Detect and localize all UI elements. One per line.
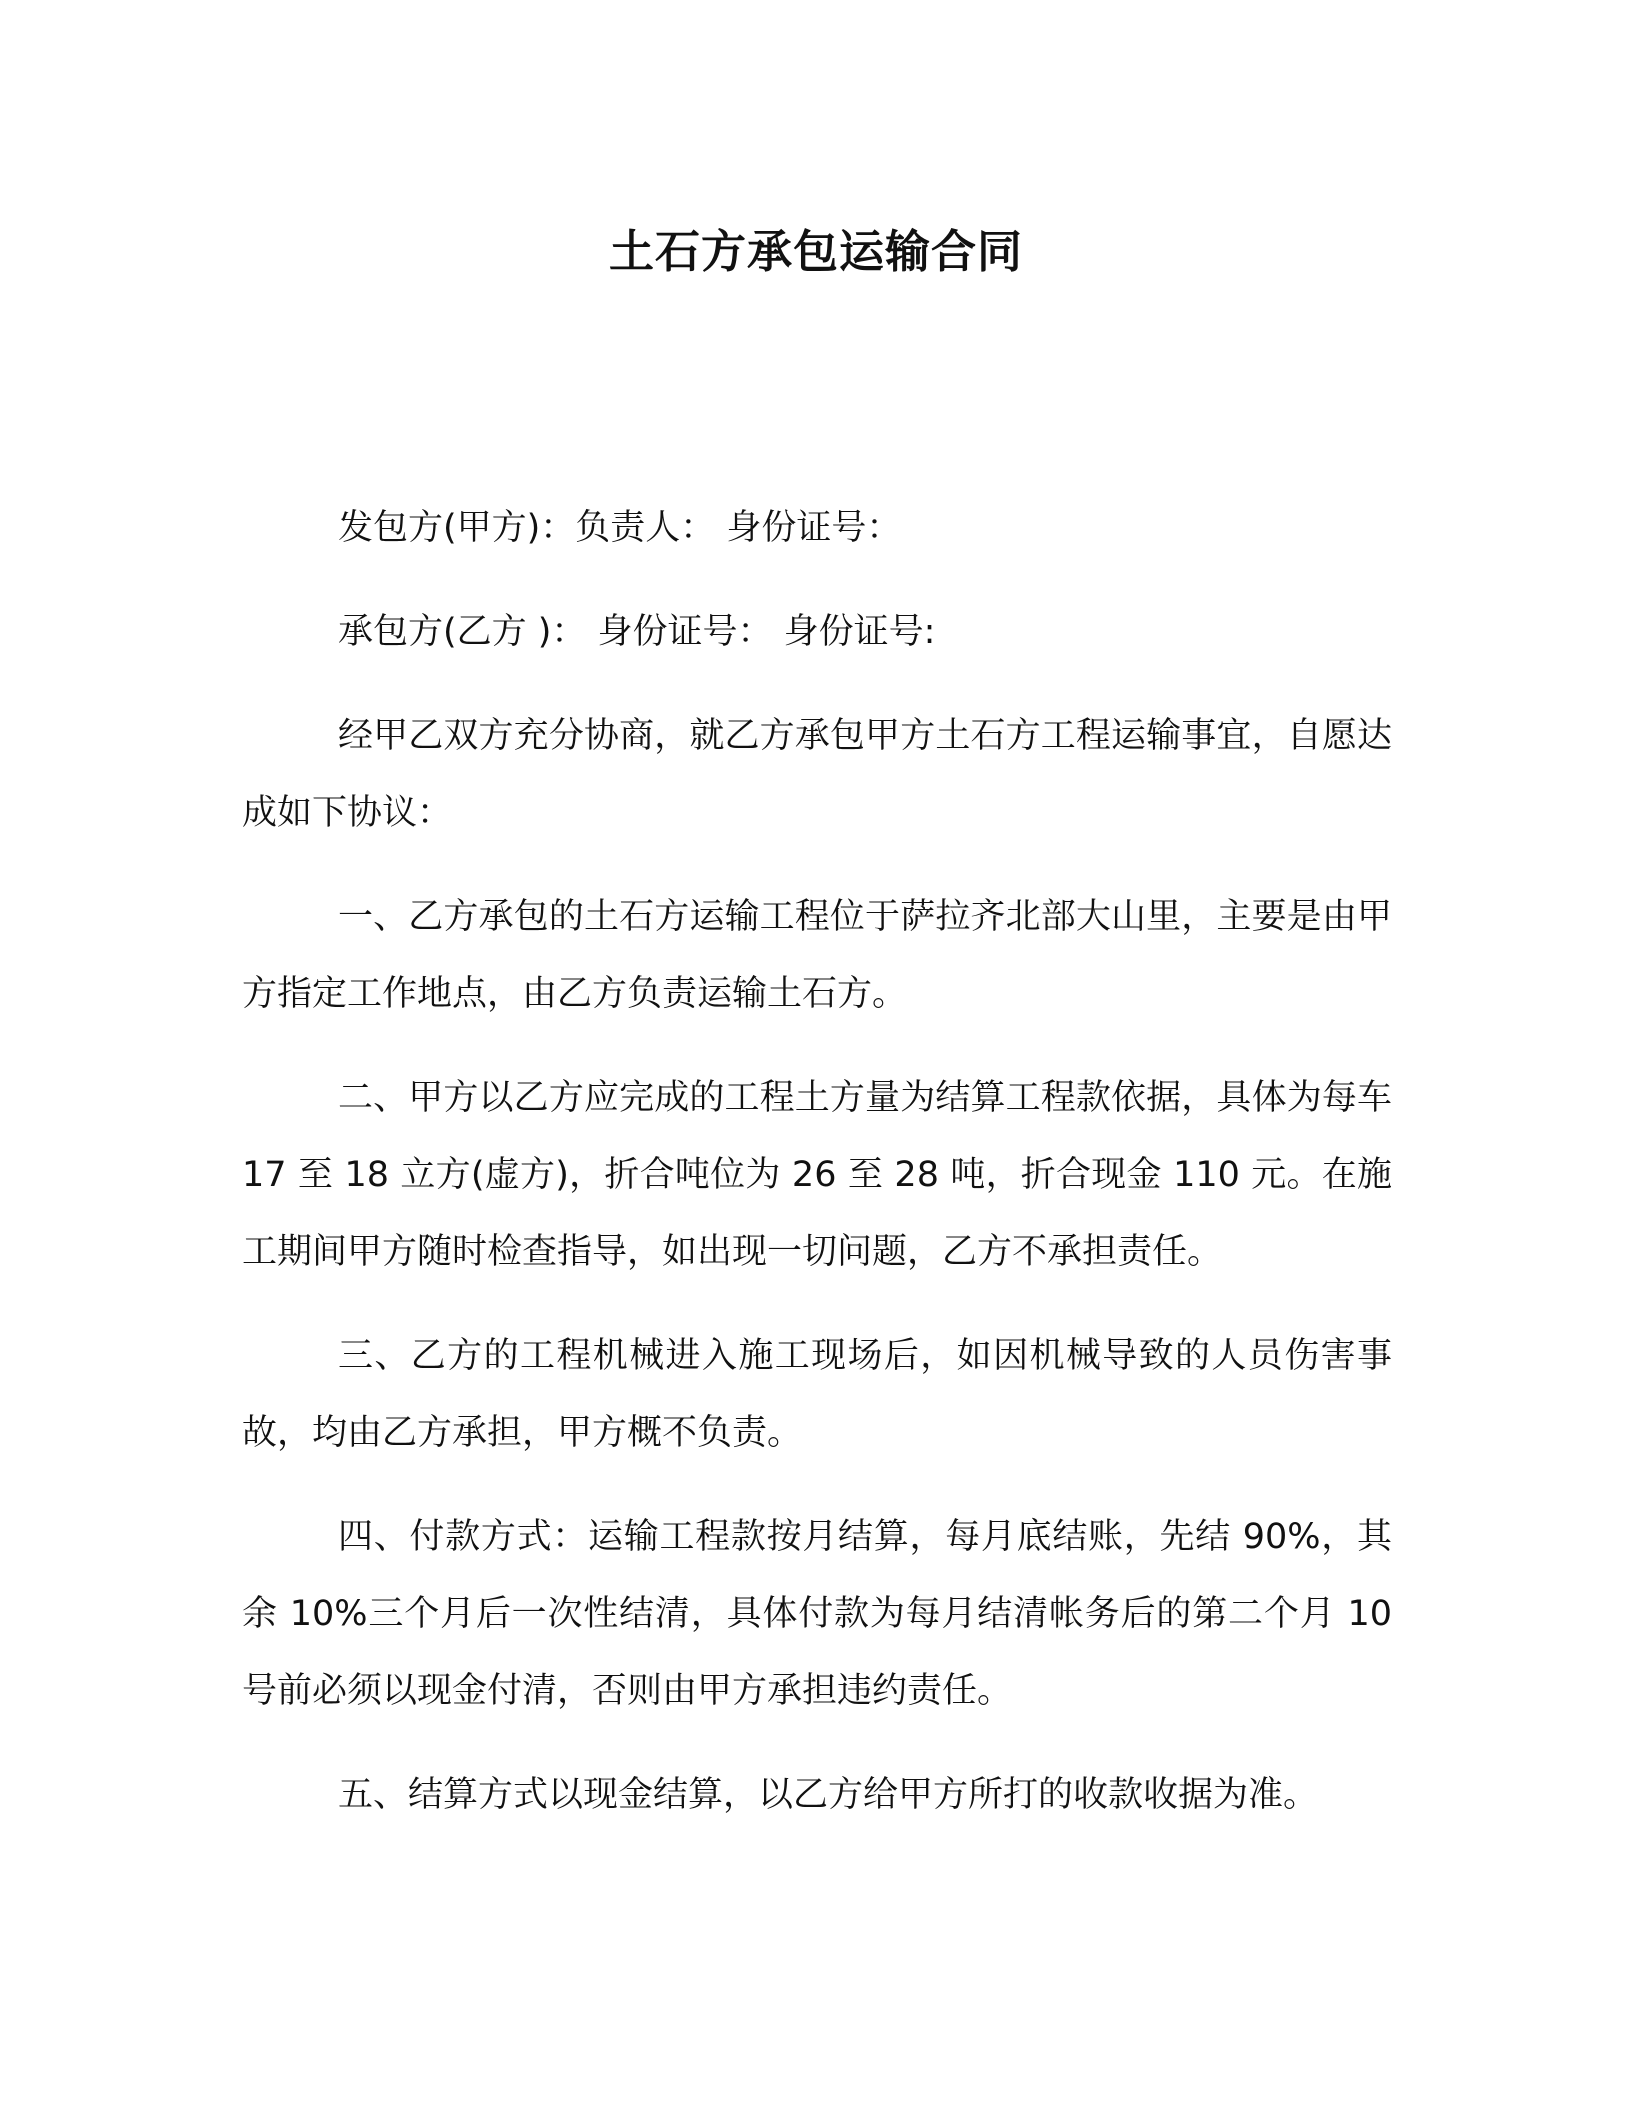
document-title: 土石方承包运输合同 [608,225,1023,278]
document-body [242,490,1392,1861]
party-a-line: 发包方(甲方)：负责人： 身份证号： [338,508,902,548]
party-b-line: 承包方(乙方 )： 身份证号： 身份证号: [338,612,936,652]
clause-4: 四、付款方式：运输工程款按月结算，每月底结账，先结 90%，其余 10%三个月后一次性结清，具体付款为每月结清帐务后的第二个月 10 号前必须以现金付清，否则由甲方承担违约责任。 [242,1517,1392,1711]
preamble-paragraph: 经甲乙双方充分协商，就乙方承包甲方土石方工程运输事宜，自愿达成如下协议： [242,716,1392,833]
clause-2: 二、甲方以乙方应完成的工程土方量为结算工程款依据，具体为每车 17 至 18 立方(虚方)，折合吨位为 26 至 28 吨，折合现金 110 元。在施工期间甲方随时检查指导，如出现一切问题，乙方不承担责任。 [242,1078,1392,1272]
clause-1: 一、乙方承包的土石方运输工程位于萨拉齐北部大山里，主要是由甲方指定工作地点，由乙方负责运输土石方。 [242,897,1392,1014]
clause-5: 五、结算方式以现金结算，以乙方给甲方所打的收款收据为准。 [338,1775,1319,1815]
clause-3: 三、乙方的工程机械进入施工现场后，如因机械导致的人员伤害事故，均由乙方承担，甲方概不负责。 [242,1336,1392,1453]
